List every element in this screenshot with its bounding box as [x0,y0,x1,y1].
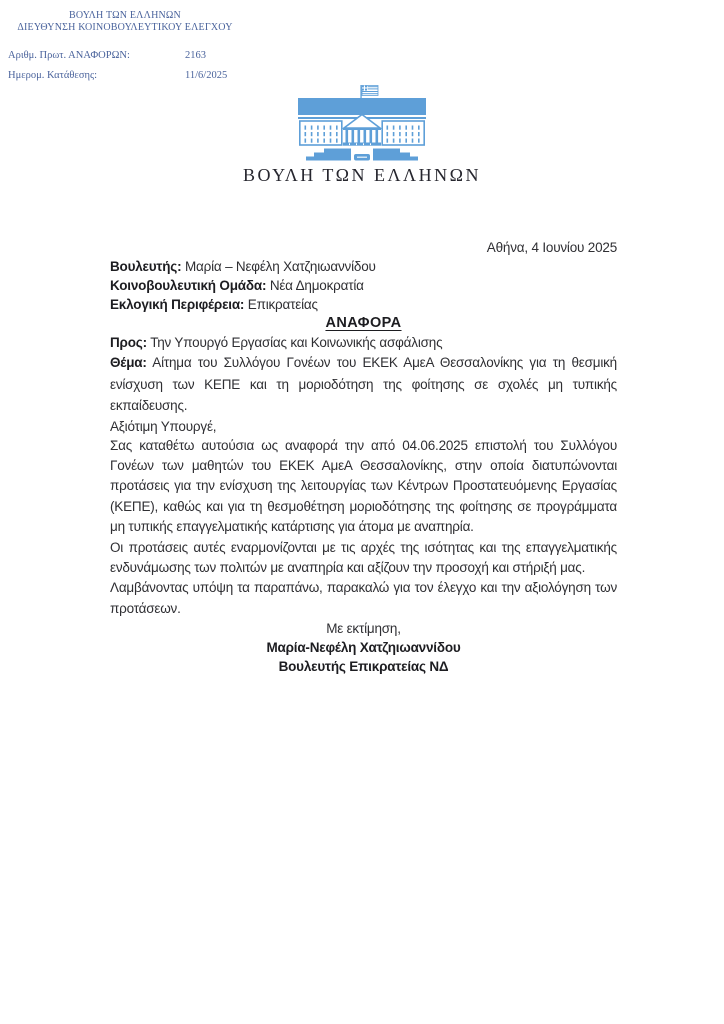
salutation: Αξιότιμη Υπουργέ, [110,418,217,434]
portico-columns [346,130,379,143]
protocol-rows [8,49,242,89]
body-paragraph-3: Λαμβάνοντας υπόψη τα παραπάνω, παρακαλώ για τον έλεγχο και την αξιολόγηση των προτάσεων. [110,580,617,616]
org-title: ΒΟΥΛΗ ΤΩΝ ΕΛΛΗΝΩΝ [69,10,181,21]
protocol-number-value: 2163 [185,50,206,61]
protocol-number-row [8,49,242,69]
subject-value: Αίτημα του Συλλόγου Γονέων του ΕΚΕΚ ΑμεΑ Θεσσαλονίκης για τη θεσμική ενίσχυση των ΚΕΠΕ και τη μοριοδότηση της φοίτησης σε σχολές μη τυπικής εκπαίδευσης. [110,355,617,413]
mp-value: Μαρία – Νεφέλη Χατζηιωαννίδου [184,259,376,274]
mp-name-line [110,257,617,276]
protocol-number-label: Αριθμ. Πρωτ. ΑΝΑΦΟΡΩΝ: [8,50,130,61]
body-paragraph-1: Σας καταθέτω αυτούσια ως αναφορά την από 04.06.2025 επιστολή του Συλλόγου Γονέων των μαθητών του ΕΚΕΚ ΑμεΑ Θεσσαλονίκης, στην οποία διατυπώνονται προτάσεις για την ενίσχυση της λειτουργίας των Κέντρων Προστατευόμενης Εργασίας (ΚΕΠΕ), καθώς και για τη θεσμοθέτηση μοριοδότησης της φοίτησης σε προγράμματα μη τυπικής επαγγελματικής κατάρτισης για άτομα με αναπηρία. [110,437,617,535]
electoral-district-line [110,295,617,314]
recipient-line [110,333,617,352]
admin-header [8,10,242,89]
signature-name: Μαρία-Νεφέλη Χατζηιωαννίδου [266,640,461,656]
org-title-block [8,10,242,34]
subject-label: Θέμα: [110,355,147,370]
district-label: Εκλογική Περιφέρεια: [110,297,245,312]
group-label: Κοινοβουλευτική Ομάδα: [110,278,267,293]
closing-valediction: Με εκτίμηση, [326,621,401,637]
recipient-value: Την Υπουργό Εργασίας και Κοινωνικής ασφάλισης [150,335,443,350]
org-subtitle: ΔΙΕΥΘΥΝΣΗ ΚΟΙΝΟΒΟΥΛΕΥΤΙΚΟΥ ΕΛΕΓΧΟΥ [17,22,233,33]
parliament-building-icon [297,84,427,162]
signature-role: Βουλευτής Επικρατείας ΝΔ [278,659,449,675]
filing-date-value: 11/6/2025 [185,70,228,81]
parliamentary-group-line [110,276,617,295]
body-paragraph-2: Οι προτάσεις αυτές εναρμονίζονται με τις αρχές της ισότητας και της επαγγελματικής ενδυνάμωσης των πολιτών με αναπηρία και αξίζουν την προσοχή και στήριξή μας. [110,539,617,575]
letter-city-date: Αθήνα, 4 Ιουνίου 2025 [486,240,617,255]
district-value: Επικρατείας [247,297,318,312]
logo-wordmark: ΒΟΥΛΗ ΤΩΝ ΕΛΛΗΝΩΝ [243,165,481,185]
mp-label: Βουλευτής: [110,259,182,274]
subject-paragraph [110,352,617,417]
filing-date-label: Ημερομ. Κατάθεσης: [8,70,98,81]
recipient-label: Προς: [110,335,147,350]
letter-body [110,238,617,676]
group-value: Νέα Δημοκρατία [269,278,364,293]
greek-flag-icon [362,86,378,96]
doc-type-heading: ΑΝΑΦΟΡΑ [325,315,402,331]
parliament-emblem [0,84,724,186]
